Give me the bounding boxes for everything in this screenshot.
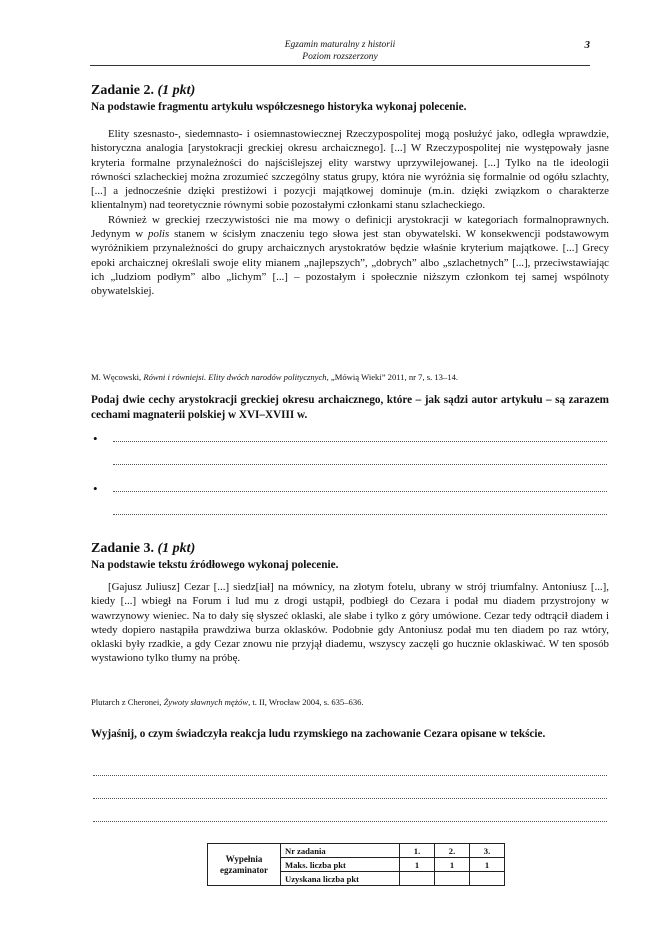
answer-bullet-1: •: [93, 431, 98, 446]
task2-paragraph-2: [91, 213, 609, 299]
task-number-cell: 3.: [470, 844, 505, 858]
task2-instruction: Na podstawie fragmentu artykułu współczesnego historyka wykonaj polecenie.: [91, 101, 467, 113]
task2-citation: [91, 372, 611, 383]
obtained-points-cell[interactable]: [470, 872, 505, 886]
exam-title: Egzamin maturalny z historii: [284, 40, 396, 50]
answer-line-3[interactable]: [113, 491, 607, 492]
task-number-cell: 1.: [400, 844, 435, 858]
task2-points: (1 pkt): [157, 83, 196, 98]
examiner-label-line1: Wypełnia: [225, 853, 263, 864]
task3-paragraph: [Gajusz Juliusz] Cezar [...] siedz[iał] na mównicy, na złotym fotelu, ubrany w strój triumfalny. Antoniusz [...], kiedy [...] wbiegł na Forum i lud mu z drogi ustąpił, podbiegł do Cezara i podał mu diadem przystrojony w wawrzynowy wieniec. Na to dały się słyszeć oklaski, ale słabe i tylko z góry umówione. Cezar tedy odtrącił diadem i wtedy dopiero nastąpiła prawdziwa burza oklasków. Podobnie gdy Antoniusz podał mu ten diadem po raz wtóry, oklaski były rzadkie, a gdy Cezar znowu nie przyjął diademu, wszyscy zaczęli go hucznie oklaskiwać. W ten sposób wystawiono tylko tłumy na próbę.: [91, 581, 609, 665]
task2-p2-italic: polis: [148, 228, 170, 241]
answer-line-4[interactable]: [113, 514, 607, 515]
max-points-header: Maks. liczba pkt: [281, 858, 400, 872]
examiner-label: [208, 844, 281, 886]
answer-line-6[interactable]: [93, 798, 607, 799]
task3-source-text: [91, 580, 609, 666]
task2-number: Zadanie 2.: [91, 83, 155, 98]
page-number: 3: [584, 39, 590, 51]
page-header: [90, 39, 590, 66]
answer-bullet-2: •: [93, 481, 98, 496]
max-points-cell: 1: [470, 858, 505, 872]
task2-citation-rest: , „Mówią Wieki” 2011, nr 7, s. 13–14.: [326, 372, 459, 382]
task3-question: Wyjaśnij, o czym świadczyła reakcja ludu rzymskiego na zachowanie Cezara opisane w tekście.: [91, 728, 546, 740]
task2-source-text: [91, 127, 609, 299]
obtained-points-cell[interactable]: [400, 872, 435, 886]
task3-citation-title: Żywoty sławnych mężów: [163, 697, 249, 707]
task2-question: Podaj dwie cechy arystokracji greckiej okresu archaicznego, które – jak sądzi autor artykułu – są zarazem cechami magnaterii polskiej w XVI–XVIII w.: [91, 394, 609, 421]
task3-citation-author: Plutarch z Cheronei,: [91, 697, 164, 707]
task2-p2-part2: stanem w ścisłym znaczeniu tego słowa jest stan obywatelski. W konsekwencji podstawowym wyróżnikiem przynależności do grupy archaicznych arystokratów będzie właśnie kryterium majątkowe. [...] Grecy epoki archaicznej określali swoje elity mianem „najlepszych”, „dobrych” albo „szlachetnych” [...], przeciwstawiając ich „ludziom podłym” albo „lichym” [...] – pozostałym i społecznie niższym członkom tej samej wspólnoty obywatelskiej.: [91, 228, 609, 298]
exam-level: Poziom rozszerzony: [302, 52, 378, 62]
answer-line-1[interactable]: [113, 441, 607, 442]
task3-points: (1 pkt): [157, 541, 196, 556]
answer-line-7[interactable]: [93, 821, 607, 822]
max-points-cell: 1: [400, 858, 435, 872]
task3-number: Zadanie 3.: [91, 541, 155, 556]
task3-citation-rest: , t. II, Wrocław 2004, s. 635–636.: [248, 697, 364, 707]
answer-line-5[interactable]: [93, 775, 607, 776]
task3-title: [91, 541, 195, 557]
task2-p2-part1: Również w greckiej rzeczywistości nie ma mowy o definicji arystokracji w kategoriach formalnoprawnych. Jedynym w: [91, 213, 609, 241]
task2-paragraph-1: Elity szesnasto-, siedemnasto- i osiemnastowiecznej Rzeczypospolitej mogą posłużyć jako, odległa wprawdzie, historyczna analogia [arystokracji greckiej okresu archaicznego]. [...] W Rzeczypospolitej nie występowały jasne kryteria formalne przynależności do najściślejszej elity warstwy uprzywilejowanej. [...] Tylko na tle ideologii równości szlacheckiej można zrozumieć szczególny status grupy, która nie wyróżnia się formalnie od ogółu szlachty, [...] a jednocześnie dzięki prestiżowi i pozycji majątkowej dominuje (m.in. dzięki związkom o charakterze klientalnym) nad teoretycznie równymi sobie pozostałymi członkami stanu szlacheckiego.: [91, 128, 609, 212]
task3-instruction: Na podstawie tekstu źródłowego wykonaj polecenie.: [91, 559, 339, 571]
obtained-points-cell[interactable]: [435, 872, 470, 886]
examiner-label-line2: egzaminator: [220, 864, 268, 875]
score-table: [207, 843, 505, 886]
task2-citation-author: M. Węcowski,: [91, 372, 144, 382]
answer-line-2[interactable]: [113, 464, 607, 465]
task-number-cell: 2.: [435, 844, 470, 858]
task2-title: [91, 83, 195, 99]
task2-citation-title: Równi i równiejsi. Elity dwóch narodów politycznych: [143, 372, 327, 382]
max-points-cell: 1: [435, 858, 470, 872]
task-number-header: Nr zadania: [281, 844, 400, 858]
obtained-points-header: Uzyskana liczba pkt: [281, 872, 400, 886]
task3-citation: [91, 697, 611, 708]
